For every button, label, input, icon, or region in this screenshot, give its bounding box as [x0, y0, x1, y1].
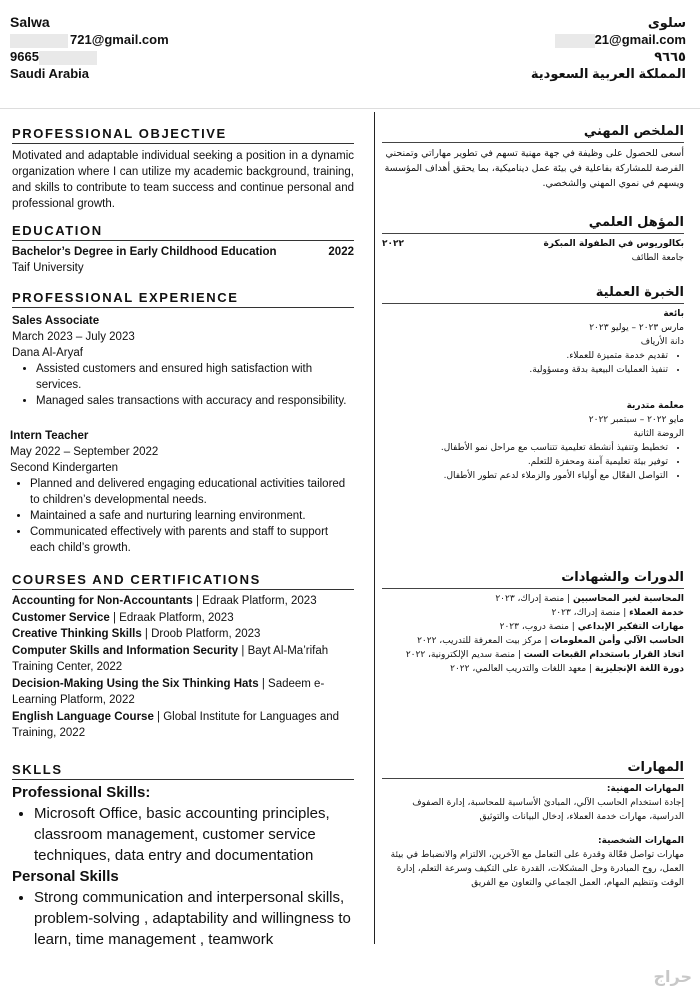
ar-personal-skills-title: المهارات الشخصية: — [598, 836, 684, 846]
objective-title: PROFESSIONAL OBJECTIVE — [12, 126, 227, 141]
professional-skills-title: Professional Skills: — [12, 784, 151, 801]
section-rule — [12, 143, 354, 144]
section-rule — [12, 589, 354, 590]
ar-job-bullets — [382, 441, 684, 483]
ar-degree-year: ٢٠٢٢ — [382, 239, 404, 249]
ar-course-name: الحاسب الآلي وأمن المعلومات — [550, 636, 684, 646]
ar-education-section — [382, 215, 684, 265]
ar-course-item — [382, 606, 684, 620]
header-ar — [531, 14, 686, 82]
ar-skills-section — [382, 760, 684, 890]
country-ar: المملكة العربية السعودية — [530, 66, 686, 81]
job-org: Second Kindergarten — [10, 462, 119, 474]
skills-title: SKLLS — [12, 762, 63, 777]
course-item — [12, 626, 354, 643]
ar-experience-title: الخبرة العملية — [595, 285, 684, 300]
ar-experience-section — [382, 285, 684, 483]
course-item — [12, 610, 354, 627]
course-item — [12, 643, 354, 676]
ar-courses-section — [382, 570, 684, 676]
section-rule — [382, 778, 684, 779]
ar-course-name: مهارات التفكير الإبداعي — [577, 622, 684, 632]
course-detail: | Edraak Platform, 2023 — [109, 611, 234, 624]
ar-course-detail: | معهد اللغات والتدريب العالمي، ٢٠٢٢ — [450, 664, 595, 674]
ar-courses-title: الدورات والشهادات — [561, 570, 684, 585]
degree-year: 2022 — [328, 246, 354, 258]
list-item: • توفير بيئة تعليمية آمنة ومحفزة للتعلم. — [382, 455, 668, 469]
ar-job-dates: مارس ٢٠٢٣ – يوليو ٢٠٢٣ — [589, 323, 684, 333]
email-ar-text[interactable]: 21@gmail.com — [594, 32, 686, 47]
course-detail: | Bayt Al-Ma’rifah Training Center, 2022 — [12, 644, 329, 673]
ar-pro-skills-title: المهارات المهنية: — [606, 784, 684, 794]
ar-job-bullets — [382, 349, 684, 377]
list-item: • Managed sales transactions with accuracy and responsibility. — [36, 393, 354, 409]
list-item: • Communicated effectively with parents and staff to support each child’s growth. — [30, 524, 354, 556]
personal-skills-list — [12, 887, 354, 950]
courses-section — [12, 572, 354, 742]
course-detail: | Sadeem e-Learning Platform, 2022 — [12, 677, 325, 706]
course-item — [12, 593, 354, 610]
ar-degree: بكالوريوس في الطفولة المبكرة — [543, 239, 684, 249]
education-section — [12, 223, 354, 276]
ar-personal-skills-text: مهارات تواصل فعّالة وقدرة على التعامل مع الآخرين، الالتزام والانضباط في بيئة العمل، روح المبادرة وحل المشكلات، القدرة على التكيف وسرعة التعلم، إدارة الوقت وتنظيم المهام، العمل الجماعي والتعاون مع الفريق — [390, 850, 684, 888]
section-rule — [12, 240, 354, 241]
redaction-mark — [39, 51, 97, 65]
list-item: • Assisted customers and ensured high satisfaction with services. — [36, 361, 354, 393]
header-divider — [0, 108, 700, 109]
name-ar: سلوى — [647, 15, 686, 30]
name-en: Salwa — [10, 14, 50, 30]
list-item: • التواصل الفعّال مع أولياء الأمور والزملاء لدعم تطور الأطفال. — [382, 469, 668, 483]
objective-section — [12, 126, 354, 212]
redaction-mark — [10, 34, 68, 48]
ar-course-item — [382, 648, 684, 662]
ar-course-name: دورة اللغة الإنجليزية — [594, 664, 684, 674]
list-item: • Planned and delivered engaging educational activities tailored to children’s developmental needs. — [30, 476, 354, 508]
ar-job-role: معلمة متدربة — [626, 401, 684, 411]
email-en-text[interactable]: 721@gmail.com — [70, 32, 169, 47]
job-role: Intern Teacher — [10, 430, 89, 442]
course-item — [12, 709, 354, 742]
job-bullets — [18, 361, 354, 409]
education-row — [12, 244, 354, 260]
email-en — [10, 31, 169, 48]
ar-degree-row — [382, 237, 684, 251]
course-detail: | Edraak Platform, 2023 — [192, 595, 317, 607]
ar-summary-title: الملخص المهني — [583, 124, 684, 139]
course-detail: | Global Institute for Languages and Training, 2022 — [12, 710, 340, 739]
section-rule — [382, 303, 684, 304]
list-item: • Microsoft Office, basic accounting principles, classroom management, customer service techniques, data entry and documentation — [34, 803, 354, 866]
education-title: EDUCATION — [12, 223, 103, 238]
ar-course-name: المحاسبة لغير المحاسبين — [572, 594, 684, 604]
ar-course-detail: | منصة سديم الإلكترونية، ٢٠٢٢ — [405, 650, 524, 660]
section-rule — [12, 307, 354, 308]
column-divider — [374, 112, 375, 944]
course-name: Customer Service — [12, 611, 110, 624]
ar-education-title: المؤهل العلمي — [588, 215, 684, 230]
ar-course-detail: | منصة إدراك، ٢٠٢٣ — [495, 594, 573, 604]
personal-skills-title: Personal Skills — [12, 868, 119, 885]
ar-course-item — [382, 662, 684, 676]
section-rule — [382, 233, 684, 234]
objective-text: Motivated and adaptable individual seeking a position in a dynamic organization where I can utilize my academic background, training, and skills to contribute to team success and continue personal and professional growth. — [12, 150, 354, 210]
experience-title: PROFESSIONAL EXPERIENCE — [12, 290, 239, 305]
course-detail: | Droob Platform, 2023 — [141, 628, 261, 640]
job-dates: March 2023 – July 2023 — [12, 331, 135, 343]
header-en — [10, 14, 169, 82]
school: Taif University — [12, 262, 84, 274]
job-intern — [10, 428, 354, 556]
course-name: Creative Thinking Skills — [12, 628, 142, 640]
country-en: Saudi Arabia — [10, 66, 89, 81]
ar-course-detail: | منصة دروب، ٢٠٢٣ — [499, 622, 578, 632]
phone-en — [10, 48, 169, 65]
ar-course-detail: | مركز بيت المعرفة للتدريب، ٢٠٢٢ — [417, 636, 551, 646]
email-ar — [531, 31, 686, 48]
list-item: • Strong communication and interpersonal skills, problem-solving , adaptability and willingness to learn, time management , teamwork — [34, 887, 354, 950]
ar-pro-skills-text: إجادة استخدام الحاسب الآلي، المبادئ الأساسية للمحاسبة، إدارة الصفوف الدراسية، مهارات خدمة العملاء، إدخال البيانات والتوثيق — [412, 798, 684, 822]
redaction-mark — [555, 34, 595, 48]
job-dates: May 2022 – September 2022 — [10, 446, 159, 458]
list-item: • تخطيط وتنفيذ أنشطة تعليمية تتناسب مع مراحل نمو الأطفال. — [382, 441, 668, 455]
ar-school: جامعة الطائف — [631, 253, 684, 263]
course-item — [12, 676, 354, 709]
course-name: Computer Skills and Information Security — [12, 644, 239, 657]
ar-summary-text: أسعى للحصول على وظيفة في جهة مهنية تسهم في تطوير مهاراتي وتمنحني الفرصة للمشاركة بفاعلية في بيئة عمل ديناميكية، بما يحقق أهداف المؤسسة ويسهم في نموي المهني والشخصي. — [384, 148, 684, 189]
ar-course-detail: | منصة إدراك، ٢٠٢٣ — [551, 608, 630, 618]
phone-ar: ٩٦٦٥ — [654, 49, 686, 64]
degree: Bachelor’s Degree in Early Childhood Education — [12, 246, 277, 258]
professional-skills-list — [12, 803, 354, 866]
ar-course-item — [382, 592, 684, 606]
list-item: • تقديم خدمة متميزة للعملاء. — [382, 349, 668, 363]
course-name: English Language Course — [12, 710, 154, 723]
skills-section — [12, 762, 354, 950]
ar-skills-title: المهارات — [627, 760, 684, 775]
ar-job-role: بائعة — [663, 309, 684, 319]
courses-title: COURSES AND CERTIFICATIONS — [12, 572, 261, 587]
phone-en-text: 9665 — [10, 49, 39, 64]
list-item: • تنفيذ العمليات البيعية بدقة ومسؤولية. — [382, 363, 668, 377]
job-bullets — [12, 476, 354, 556]
ar-course-item — [382, 634, 684, 648]
watermark: حراج — [653, 969, 692, 986]
ar-course-name: خدمة العملاء — [629, 608, 684, 618]
section-rule — [382, 142, 684, 143]
ar-summary-section — [382, 124, 684, 191]
job-role: Sales Associate — [12, 315, 100, 327]
ar-job-dates: مايو ٢٠٢٢ – سبتمبر ٢٠٢٢ — [588, 415, 684, 425]
ar-job-org: دانة الأرياف — [640, 337, 684, 347]
list-item: • Maintained a safe and nurturing learning environment. — [30, 508, 354, 524]
experience-section — [12, 290, 354, 409]
ar-course-name: اتخاذ القرار باستخدام القبعات الست — [523, 650, 684, 660]
course-name: Accounting for Non-Accountants — [12, 595, 193, 607]
course-name: Decision-Making Using the Six Thinking Hats — [12, 677, 259, 690]
ar-course-item — [382, 620, 684, 634]
section-rule — [382, 588, 684, 589]
ar-job-org: الروضة الثانية — [633, 429, 684, 439]
job-org: Dana Al-Aryaf — [12, 347, 83, 359]
section-rule — [12, 779, 354, 780]
